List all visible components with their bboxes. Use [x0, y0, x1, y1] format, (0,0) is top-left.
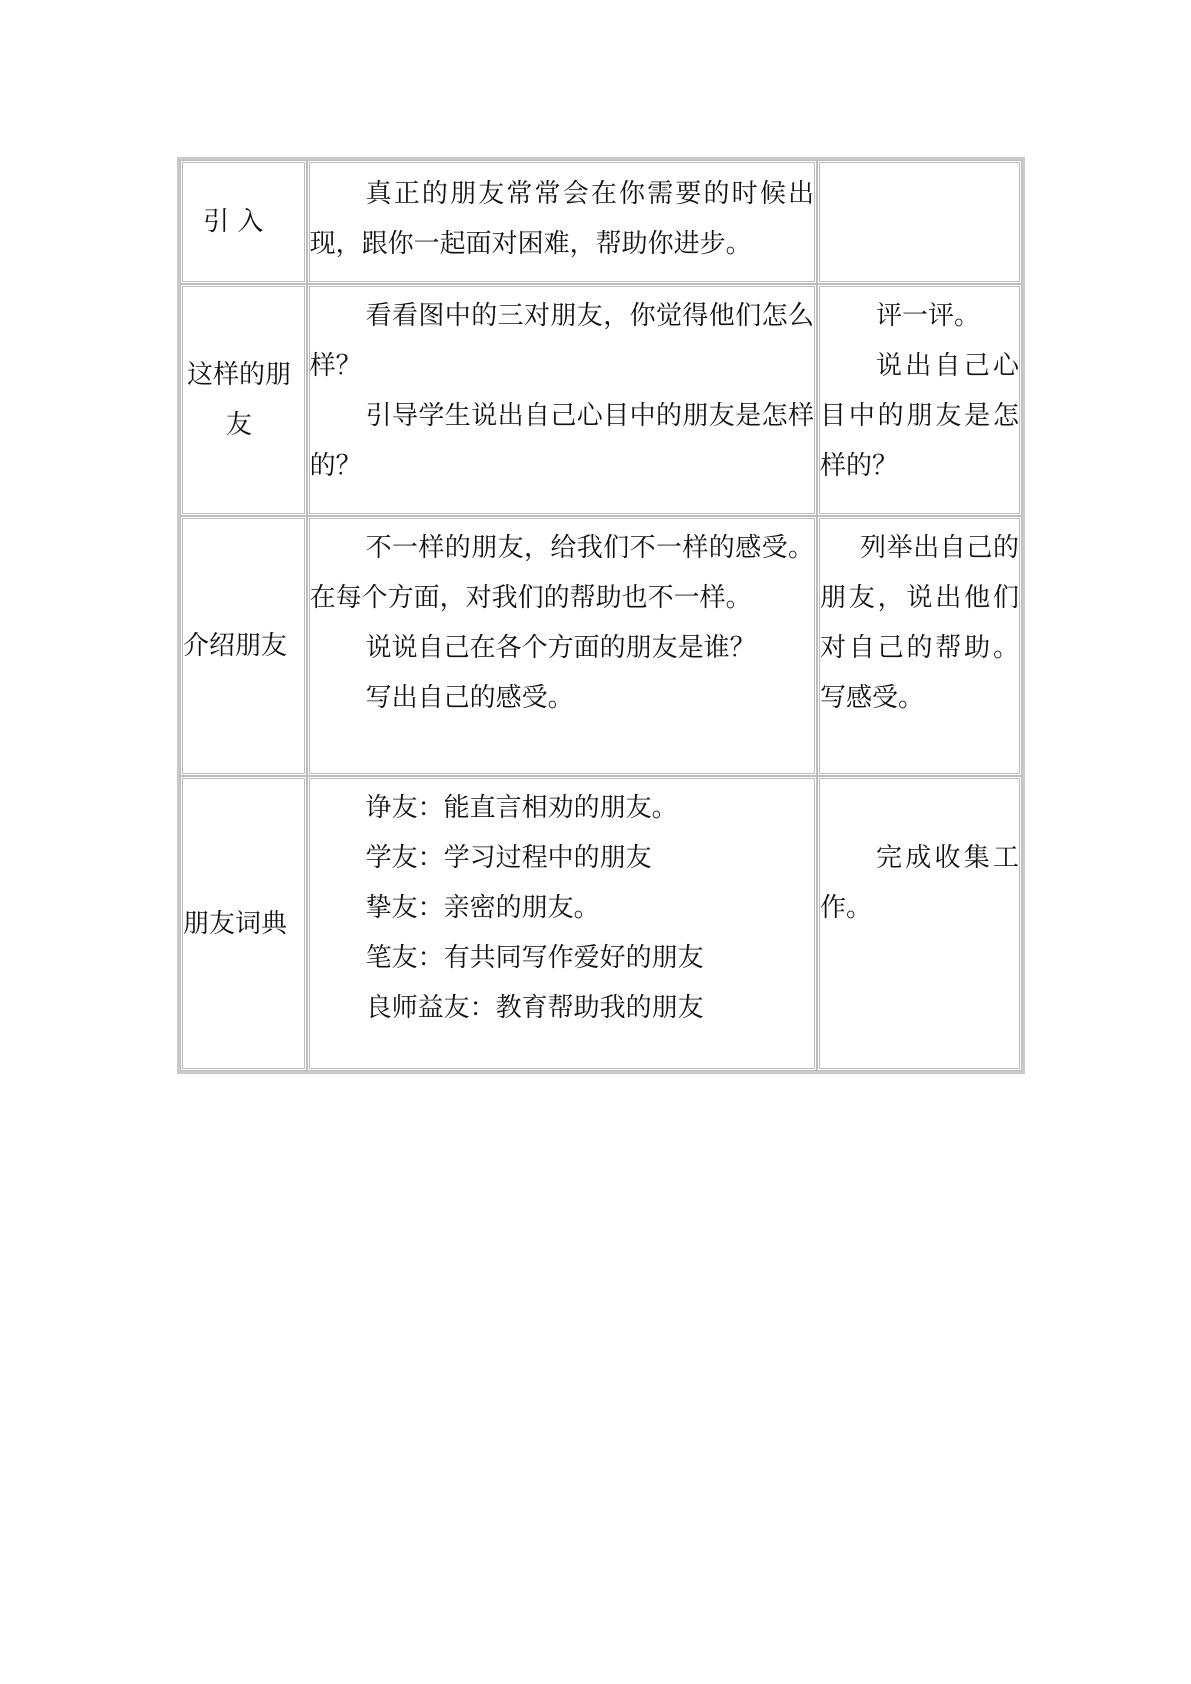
content-paragraph: 引导学生说出自己心目中的朋友是怎样的？ — [309, 401, 815, 481]
activity-cell — [817, 160, 1022, 284]
activity-cell — [817, 284, 1022, 516]
activity-cell — [817, 516, 1022, 776]
table-row — [180, 284, 1022, 516]
row-label-cell — [180, 516, 307, 776]
dictionary-entry: 笔友：有共同写作爱好的朋友 — [365, 943, 704, 973]
content-paragraph: 不一样的朋友，给我们不一样的感受。在每个方面，对我们的帮助也不一样。 — [309, 533, 815, 613]
content-line: 说说自己在各个方面的朋友是谁？ — [365, 633, 756, 663]
table-row — [180, 160, 1022, 284]
row-label: 朋友词典 — [183, 908, 288, 939]
content-line: 写出自己的感受。 — [365, 683, 574, 713]
lesson-table — [177, 157, 1025, 1074]
activity-paragraph: 说出自己心目中的朋友是怎样的？ — [820, 351, 1019, 481]
dictionary-entry: 诤友：能直言相劝的朋友。 — [365, 793, 678, 823]
content-cell — [307, 516, 817, 776]
row-label-cell — [180, 776, 307, 1071]
dictionary-entry: 挚友：亲密的朋友。 — [365, 893, 600, 923]
dictionary-entry: 学友：学习过程中的朋友 — [365, 843, 652, 873]
activity-paragraph: 完成收集工作。 — [820, 843, 1019, 923]
content-paragraph: 真正的朋友常常会在你需要的时候出现，跟你一起面对困难，帮助你进步。 — [309, 179, 815, 259]
content-cell — [307, 284, 817, 516]
activity-paragraph: 评一评。 — [876, 301, 981, 331]
dictionary-entry: 良师益友：教育帮助我的朋友 — [365, 993, 704, 1023]
row-label-cell — [180, 160, 307, 284]
row-label: 这样的朋友 — [186, 360, 291, 440]
activity-cell — [817, 776, 1022, 1071]
row-label: 引 入 — [203, 207, 264, 237]
content-cell — [307, 776, 817, 1071]
content-cell — [307, 160, 817, 284]
activity-paragraph: 列举出自己的朋友，说出他们对自己的帮助。写感受。 — [820, 533, 1019, 713]
row-label-cell — [180, 284, 307, 516]
content-paragraph: 看看图中的三对朋友，你觉得他们怎么样？ — [309, 301, 815, 381]
table-row — [180, 516, 1022, 776]
table-row — [180, 776, 1022, 1071]
row-label: 介绍朋友 — [183, 631, 288, 661]
